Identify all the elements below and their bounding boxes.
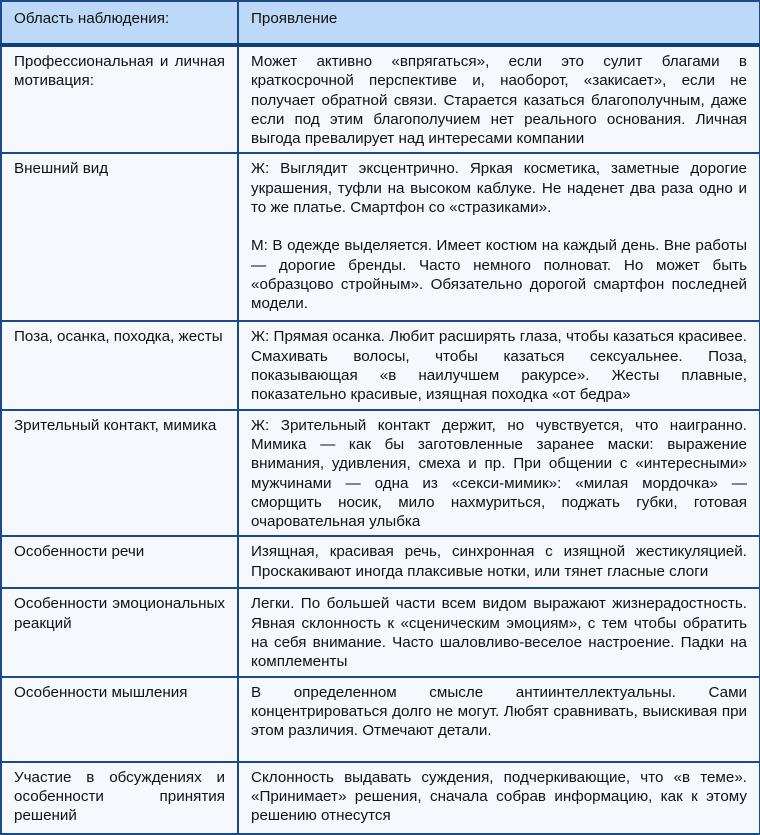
table-row bbox=[1, 321, 760, 409]
manifestation-cell bbox=[238, 410, 760, 537]
area-cell: Профессиональная и личная мотивация: bbox=[1, 45, 238, 153]
table-row bbox=[1, 588, 760, 676]
header-manifestation: Проявление bbox=[238, 1, 760, 45]
table-row bbox=[1, 45, 760, 153]
table-row bbox=[1, 677, 760, 762]
area-cell: Особенности мышления bbox=[1, 677, 238, 762]
manifestation-text: Ж: Зрительный контакт держит, но чувствуется, что наигранно. Мимика — как бы заготовленные заранее маски: выражение внимания, удивления, смеха и пр. При общении с «интересными» мужчинами — одна из «секси-мимик»: «милая мордочка» — сморщить носик, мило нахмуриться, поджать губки, готовая очаровательная улыбка bbox=[251, 416, 747, 531]
table-row bbox=[1, 536, 760, 588]
manifestation-text: Ж: Выглядит эксцентрично. Яркая косметика, заметные дорогие украшения, туфли на высоком каблуке. Не наденет два раза одно и то же платье. Смартфон со «стразиками». bbox=[251, 160, 747, 217]
manifestation-cell bbox=[238, 45, 760, 153]
area-cell: Внешний вид bbox=[1, 153, 238, 321]
manifestation-text: Склонность выдавать суждения, подчеркивающие, что «в теме». «Принимает» решения, сначала собрав информацию, как к этому решению отнесутся bbox=[251, 768, 747, 825]
manifestation-cell bbox=[238, 762, 760, 834]
area-cell: Поза, осанка, походка, жесты bbox=[1, 321, 238, 409]
header-row bbox=[1, 1, 760, 45]
manifestation-text: М: В одежде выделяется. Имеет костюм на каждый день. Вне работы — дорогие бренды. Часто немного полноват. Но может быть «образцово стройным». Обязательно дорогой смартфон последней модели. bbox=[251, 237, 747, 313]
manifestation-text: Легки. По большей части всем видом выражают жизнерадостность. Явная склонность к «сценическим эмоциям», с тем чтобы обратить на себя внимание. Часто шаловливо-веселое настроение. Падки на комплементы bbox=[251, 595, 747, 671]
table-row bbox=[1, 762, 760, 834]
manifestation-cell bbox=[238, 321, 760, 409]
table-row bbox=[1, 410, 760, 537]
paragraph-gap bbox=[251, 217, 747, 236]
manifestation-cell bbox=[238, 588, 760, 676]
table-row bbox=[1, 153, 760, 321]
area-cell: Особенности речи bbox=[1, 536, 238, 588]
manifestation-cell bbox=[238, 536, 760, 588]
manifestation-text: Может активно «впрягаться», если это сулит благами в краткосрочной перспективе и, наоборот, «закисает», если не получает обратной связи. Старается казаться благополучным, даже если под этим благополучием нет реального основания. Личная выгода превалирует над интересами компании bbox=[251, 53, 747, 148]
area-cell: Особенности эмоциональных реакций bbox=[1, 588, 238, 676]
manifestation-text: Изящная, красивая речь, синхронная с изящной жестикуляцией. Проскакивают иногда плаксивые нотки, или тянет гласные слоги bbox=[251, 543, 747, 580]
manifestation-text: Ж: Прямая осанка. Любит расширять глаза, чтобы казаться красивее. Смахивать волосы, чтобы казаться сексуальнее. Поза, показывающая «в наилучшем ракурсе». Жесты плавные, показательно красивые, изящная походка «от бедра» bbox=[251, 328, 747, 404]
header-area: Область наблюдения: bbox=[1, 1, 238, 45]
manifestation-text: В определенном смысле антиинтеллектуальны. Сами концентрироваться долго не могут. Любят сравнивать, выискивая при этом различия. Отмечают детали. bbox=[251, 683, 747, 740]
area-cell: Зрительный контакт, мимика bbox=[1, 410, 238, 537]
area-cell: Участие в обсуждениях и особенности принятия решений bbox=[1, 762, 238, 834]
manifestation-cell bbox=[238, 153, 760, 321]
manifestation-cell bbox=[238, 677, 760, 762]
